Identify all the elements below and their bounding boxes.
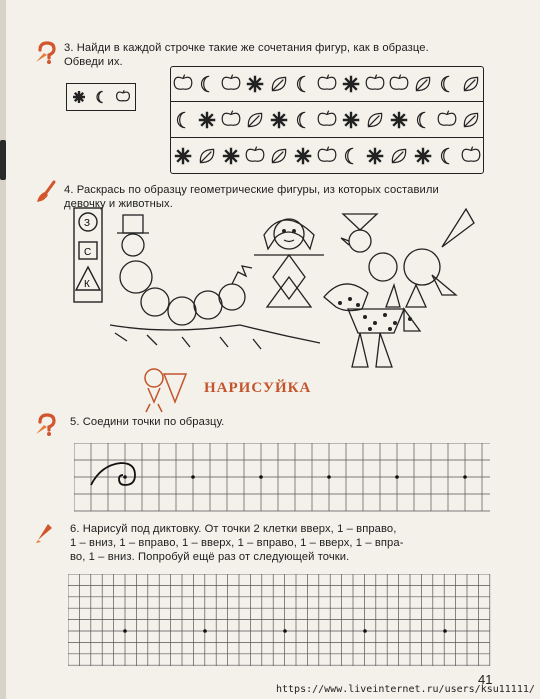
moon-icon (298, 76, 306, 91)
dog-figure (324, 284, 420, 367)
task-5-number: 5. (70, 416, 80, 428)
apple-icon (222, 111, 240, 126)
start-dot (443, 629, 447, 633)
start-dot (283, 629, 287, 633)
rocket-badge-icon (34, 520, 56, 544)
flower-icon (199, 112, 216, 129)
apple-icon (366, 75, 384, 90)
section-heading: НАРИСУЙКА (204, 380, 312, 396)
flower-icon (271, 112, 288, 129)
moon-icon (418, 112, 426, 127)
apple-icon (438, 111, 456, 126)
apple-icon (222, 75, 240, 90)
start-dot (123, 629, 127, 633)
legend-label-red: К (84, 279, 90, 290)
bird-figure (341, 209, 474, 307)
flower-icon (175, 148, 192, 165)
moon-icon (298, 112, 306, 127)
leaf-icon (248, 113, 261, 126)
question-badge-icon (34, 40, 56, 64)
task-5-grid (74, 443, 494, 513)
flower-icon (247, 76, 263, 93)
leaf-icon (272, 77, 285, 90)
girl-figure (254, 219, 324, 307)
legend-label-green: З (84, 218, 91, 229)
task-3-number: 3. (64, 42, 74, 54)
sample-box (66, 83, 136, 111)
task-6-number: 6. (70, 523, 80, 535)
grid-dot (395, 475, 399, 479)
apple-icon (117, 90, 130, 101)
dog-spots (338, 297, 412, 331)
grid-dot (327, 475, 331, 479)
binder-clip (0, 140, 6, 180)
flower-icon (391, 112, 408, 129)
leaf-icon (416, 77, 429, 90)
flower-icon (343, 112, 360, 129)
binding-edge (0, 0, 6, 699)
paintbrush-badge-icon (34, 180, 56, 204)
apple-icon (318, 147, 336, 162)
moon-icon (178, 112, 186, 127)
legend-label-blue: С (84, 247, 92, 258)
apple-icon (390, 75, 408, 90)
task-3-text (64, 41, 429, 69)
flower-icon (295, 148, 312, 165)
task-4-illustration (60, 205, 500, 375)
task-5-text (70, 415, 224, 429)
grid-dot (463, 475, 467, 479)
start-dot (363, 629, 367, 633)
flower-icon (343, 76, 360, 93)
sample-spiral-line (91, 463, 135, 485)
flower-icon (415, 148, 432, 165)
task-6-text (70, 522, 404, 564)
task-6-line1: Нарисуй под диктовку. От точки 2 клетки вверх, 1 – вправо, (82, 523, 397, 535)
task-4-number: 4. (64, 184, 74, 196)
figure-row-1 (171, 67, 483, 102)
moon-icon (202, 76, 210, 91)
leaf-icon (392, 149, 405, 162)
apple-icon (462, 147, 480, 162)
figure-rows-box (170, 66, 484, 174)
task-3-line2: Обведи их. (64, 56, 123, 68)
apple-icon (174, 75, 192, 90)
task-6-line3: во, 1 – вниз. Попробуй ещё раз от следующей точки. (70, 551, 350, 563)
apple-icon (318, 75, 336, 90)
moon-icon (97, 91, 103, 102)
leaf-icon (368, 113, 381, 126)
task-5-line1: Соедини точки по образцу. (82, 416, 225, 428)
mascot-drawing-icon (140, 364, 190, 414)
task-6-grid (68, 574, 492, 668)
task-6-line2: 1 – вниз, 1 – вправо, 1 – вверх, 1 – вправо, 1 – вверх, 1 – впра- (70, 537, 404, 549)
moon-icon (346, 148, 354, 163)
start-dot (203, 629, 207, 633)
figure-row-3 (171, 139, 483, 173)
page-number: 41 (478, 672, 493, 687)
leaf-icon (464, 77, 477, 90)
apple-icon (246, 147, 264, 162)
caterpillar-figure (110, 215, 320, 349)
task-4-line2: девочку и животных. (64, 198, 173, 210)
leaf-icon (200, 149, 213, 162)
flower-icon (223, 148, 240, 165)
grid-dot (191, 475, 195, 479)
question-badge-icon-2 (34, 412, 56, 436)
leaf-icon (272, 149, 285, 162)
source-url: https://www.liveinternet.ru/users/ksu11111/ (276, 684, 535, 695)
moon-icon (442, 76, 450, 91)
sample-figures (67, 84, 135, 110)
grid-dot (259, 475, 263, 479)
task-4-line1: Раскрась по образцу геометрические фигуры, из которых составили (76, 184, 439, 196)
grid-dot (123, 475, 127, 479)
leaf-icon (464, 113, 477, 126)
figure-row-2 (171, 103, 483, 138)
moon-icon (442, 148, 450, 163)
apple-icon (318, 111, 336, 126)
flower-icon (367, 148, 384, 165)
flower-icon (73, 91, 85, 103)
task-3-line1: Найди в каждой строчке такие же сочетания фигур, как в образце. (76, 42, 429, 54)
